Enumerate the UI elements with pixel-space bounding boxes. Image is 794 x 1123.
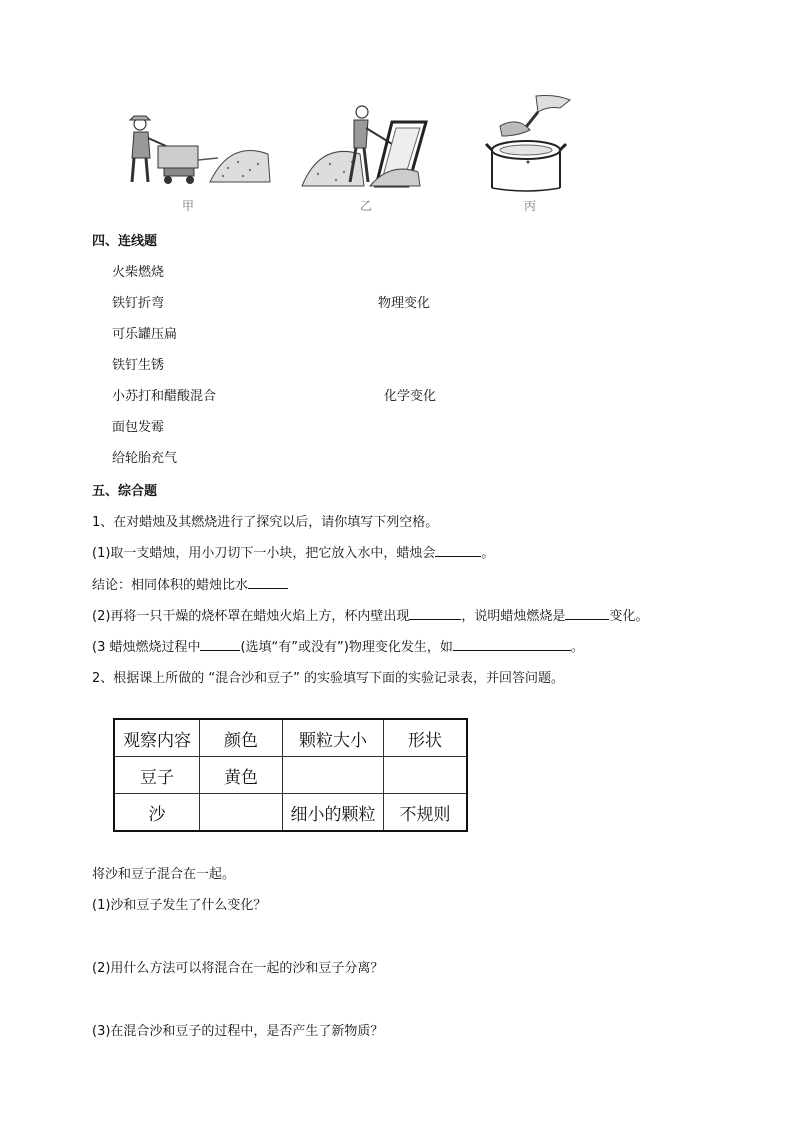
q2-mix-statement: 将沙和豆子混合在一起。 [92, 867, 236, 882]
q1-part3-blank-2[interactable] [453, 636, 571, 651]
table-cell: 黄色 [200, 757, 283, 794]
match-left-item-5: 小苏打和醋酸混合 [112, 389, 217, 404]
q1-part2-blank-2[interactable] [565, 605, 609, 620]
q1-part1-text: (1)取一支蜡烛，用小刀切下一小块，把它放入水中，蜡烛会 [92, 546, 436, 561]
q1-part3 [92, 636, 584, 655]
q1-part2-text-b: ，说明蜡烛燃烧是 [461, 609, 566, 624]
table-cell-blank[interactable] [384, 757, 468, 794]
table-header-row [114, 719, 467, 757]
q2-intro: 2、根据课上所做的 “混合沙和豆子” 的实验填写下面的实验记录表，并回答问题。 [92, 671, 565, 686]
table-cell: 豆子 [114, 757, 200, 794]
table-cell: 沙 [114, 794, 200, 832]
table-row [114, 794, 467, 832]
figure-jia-illustration [118, 110, 273, 190]
section4-heading: 四、连线题 [92, 234, 158, 249]
match-right-item-chemical: 化学变化 [384, 389, 437, 404]
match-left-item-3: 可乐罐压扁 [112, 327, 178, 342]
q1-conclusion [92, 574, 288, 593]
table-cell-blank[interactable] [200, 794, 283, 832]
q1-part1-blank[interactable] [435, 542, 481, 557]
table-header-cell: 颜色 [200, 719, 283, 757]
q1-part2-text-c: 变化。 [609, 609, 649, 624]
match-left-item-1: 火柴燃烧 [112, 265, 165, 280]
table-header-cell: 形状 [384, 719, 468, 757]
table-cell: 不规则 [384, 794, 468, 832]
figure-caption-bing: 丙 [524, 199, 537, 213]
table-cell: 细小的颗粒 [283, 794, 384, 832]
figure-bing-illustration [478, 92, 578, 192]
table-cell-blank[interactable] [283, 757, 384, 794]
q1-part3-text-c: 。 [570, 640, 584, 655]
match-left-item-7: 给轮胎充气 [112, 451, 178, 466]
q1-part2-blank-1[interactable] [409, 605, 461, 620]
figure-caption-yi: 乙 [360, 199, 373, 213]
match-right-item-physical: 物理变化 [378, 296, 431, 311]
q1-conclusion-text: 结论：相同体积的蜡烛比水 [92, 578, 249, 593]
q1-part3-text-b: (选填“有”或没有”)物理变化发生，如 [240, 640, 453, 655]
match-left-item-6: 面包发霉 [112, 420, 165, 435]
section5-heading: 五、综合题 [92, 484, 158, 499]
q1-part1-end: 。 [481, 546, 495, 561]
q1-part3-blank-1[interactable] [200, 636, 240, 651]
figure-caption-jia: 甲 [182, 199, 195, 213]
q2-sub-question-2: (2)用什么方法可以将混合在一起的沙和豆子分离？ [92, 961, 384, 976]
match-left-item-4: 铁钉生锈 [112, 358, 165, 373]
q1-part3-text-a: (3 蜡烛燃烧过程中 [92, 640, 201, 655]
q1-intro: 1、在对蜡烛及其燃烧进行了探究以后，请你填写下列空格。 [92, 515, 439, 530]
figure-yi-illustration [300, 102, 435, 190]
q1-conclusion-blank[interactable] [248, 574, 288, 589]
table-row [114, 757, 467, 794]
q2-sub-question-3: (3)在混合沙和豆子的过程中，是否产生了新物质？ [92, 1024, 384, 1039]
q2-sub-question-1: (1)沙和豆子发生了什么变化？ [92, 898, 267, 913]
table-header-cell: 观察内容 [114, 719, 200, 757]
experiment-record-table [113, 718, 468, 832]
q1-part1 [92, 542, 494, 561]
table-header-cell: 颗粒大小 [283, 719, 384, 757]
q1-part2 [92, 605, 648, 624]
match-left-item-2: 铁钉折弯 [112, 296, 165, 311]
q1-part2-text-a: (2)再将一只干燥的烧杯罩在蜡烛火焰上方，杯内壁出现 [92, 609, 410, 624]
